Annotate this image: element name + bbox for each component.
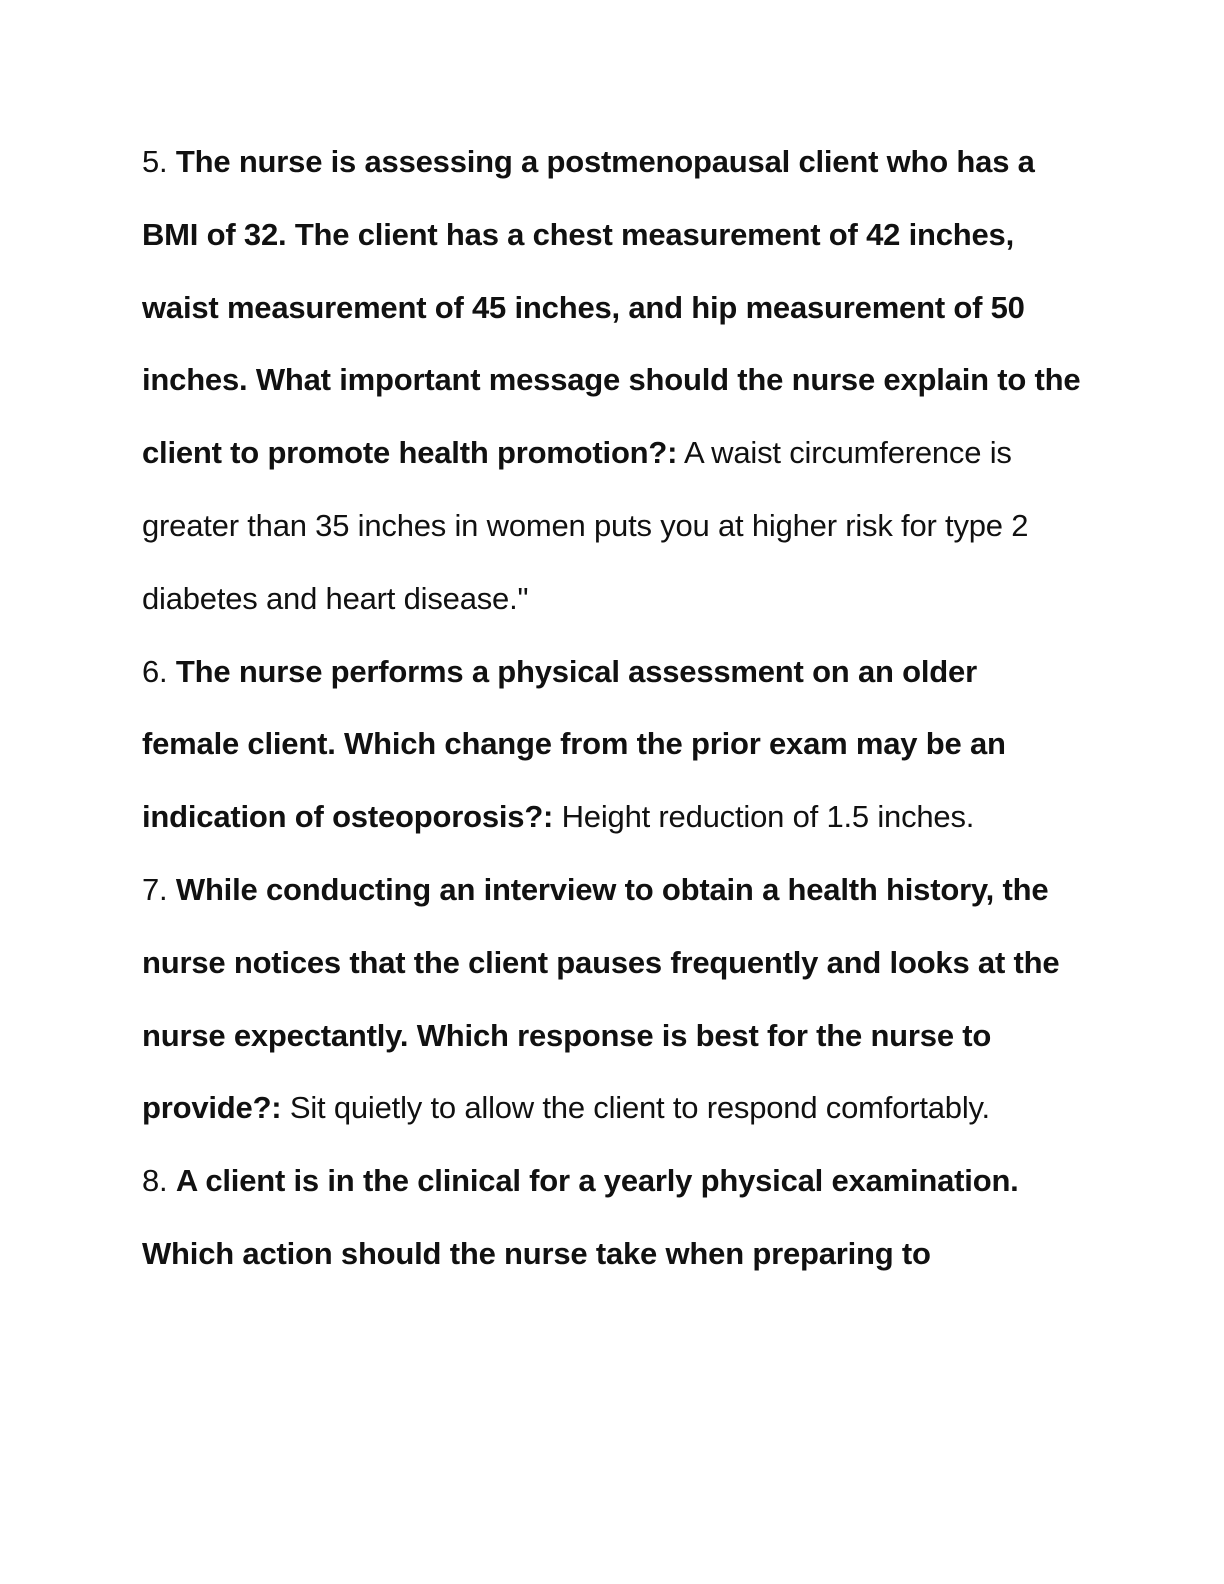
- answer-text: Sit quietly to allow the client to respond comfortably.: [289, 1090, 990, 1126]
- item-number: 5.: [142, 144, 168, 179]
- document-page: [142, 126, 1082, 1291]
- question-text: A client is in the clinical for a yearly physical examination. Which action should the nurse take when preparing to: [142, 1163, 1019, 1271]
- item-number: 6.: [142, 653, 168, 689]
- item-number: 8.: [142, 1163, 168, 1199]
- question-text: The nurse performs a physical assessment on an older female client. Which change from the prior exam may be an indication of osteoporosis?:: [142, 653, 1006, 835]
- item-number: 7.: [142, 871, 168, 907]
- question-item-5: [142, 126, 1082, 636]
- question-item-8: [142, 1145, 1082, 1291]
- question-item-7: [142, 854, 1082, 1145]
- question-text: The nurse is assessing a postmenopausal client who has a BMI of 32. The client has a chest measurement of 42 inches, waist measurement of 45 inches, and hip measurement of 50 inches. What important message should the nurse explain to the client to promote health promotion?:: [142, 144, 1081, 471]
- answer-text: Height reduction of 1.5 inches.: [561, 799, 975, 835]
- answer-text: A waist circumference is greater than 35 inches in women puts you at higher risk for type 2 diabetes and heart disease.": [142, 435, 1029, 616]
- question-text: While conducting an interview to obtain a health history, the nurse notices that the client pauses frequently and looks at the nurse expectantly. Which response is best for the nurse to provide?:: [142, 871, 1060, 1126]
- question-item-6: [142, 636, 1082, 854]
